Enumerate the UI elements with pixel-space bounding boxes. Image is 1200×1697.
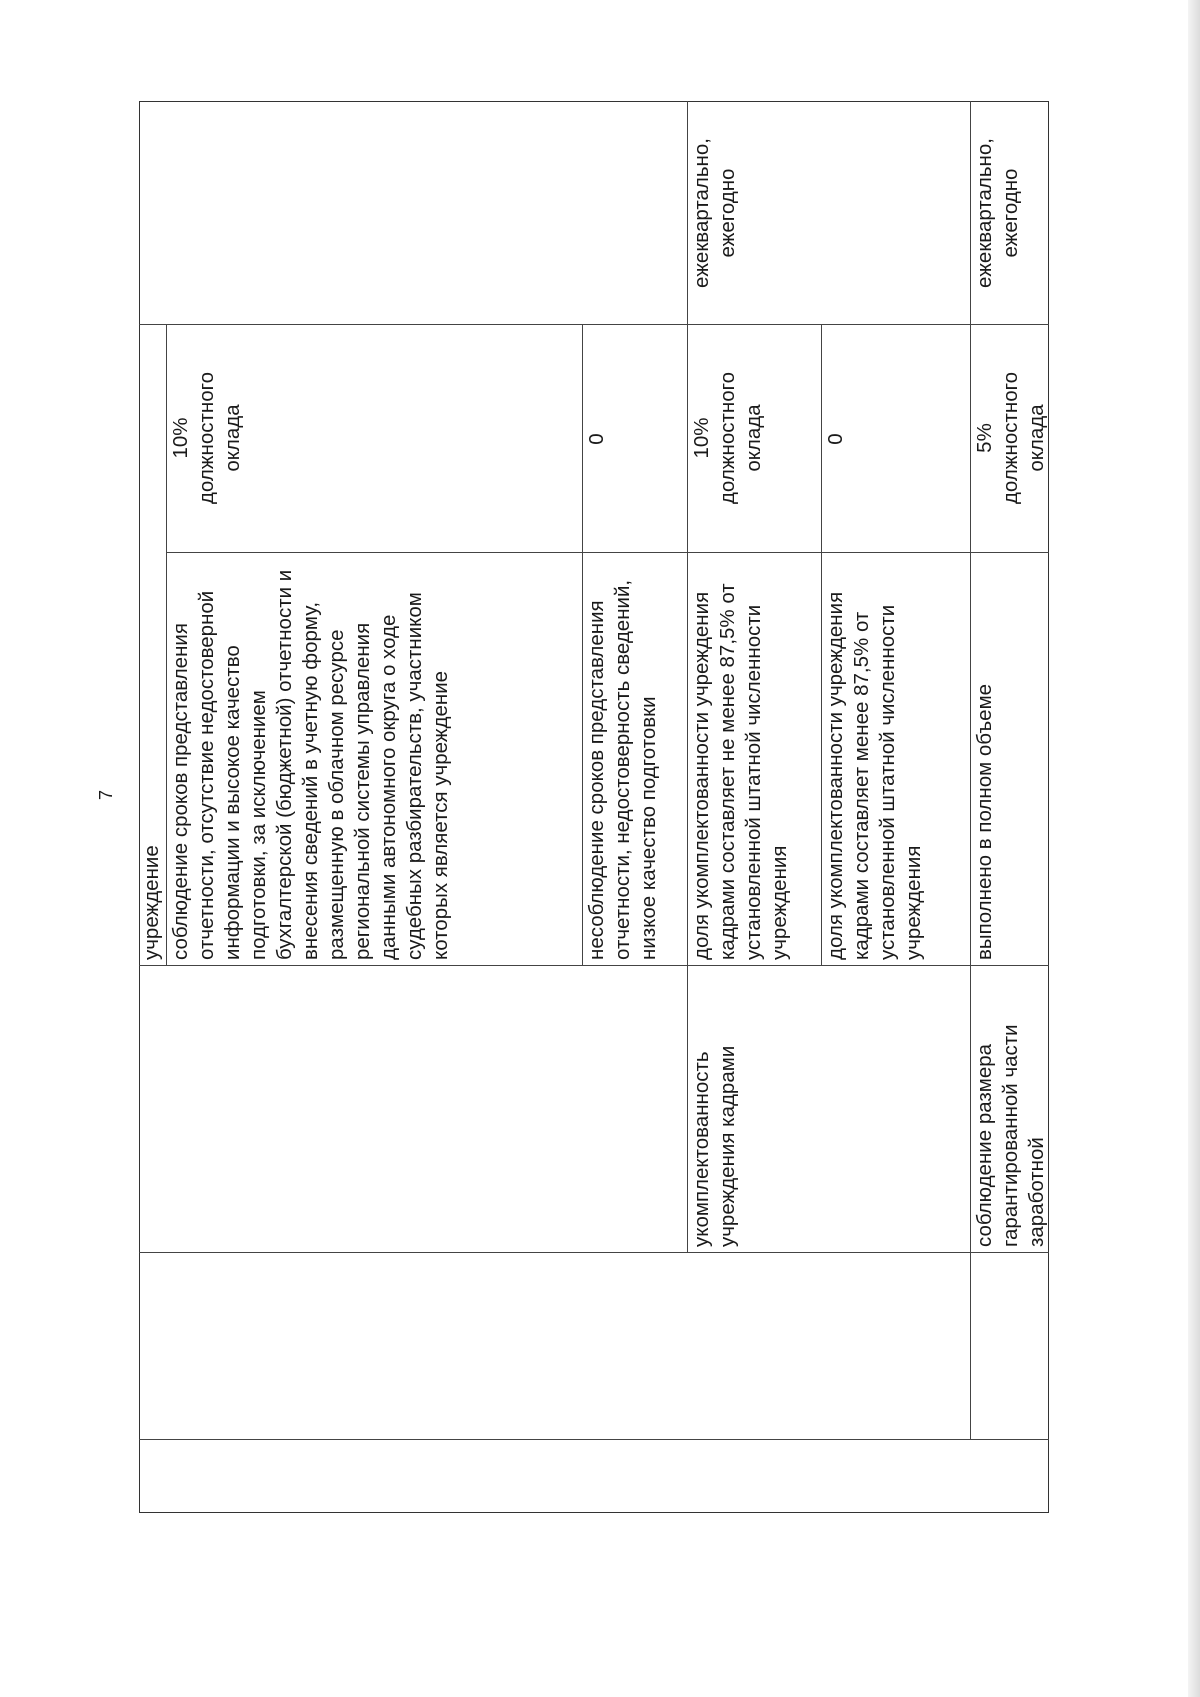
criterion-continuation: учреждение (140, 845, 163, 960)
staffing-amount-good: 10% должностного оклада (690, 371, 765, 505)
salary-amount: 5% должностного оклада (973, 371, 1048, 505)
reporting-amount-bad: 0 (585, 433, 608, 445)
col-divider (139, 1252, 1049, 1253)
scan-edge (1188, 0, 1200, 1697)
staffing-amount-bad: 0 (824, 433, 847, 445)
reporting-condition-bad: несоблюдение сроков представления отчетности, недостоверность сведений, низкое качество подготовки (585, 579, 660, 960)
staffing-condition-good: доля укомплектованности учреждения кадрами составляет не менее 87,5% от установленной штатной численности учреждения (690, 583, 791, 960)
staffing-indicator: укомплектованность учреждения кадрами (690, 1045, 739, 1247)
page-number: 7 (96, 789, 116, 800)
salary-condition: выполнено в полном объеме (973, 683, 996, 960)
criteria-table (139, 101, 1049, 1513)
row-divider (970, 101, 971, 1440)
staffing-periodicity: ежеквартально, ежегодно (690, 138, 739, 288)
staffing-condition-bad: доля укомплектованности учреждения кадрами составляет менее 87,5% от установленной штатной численности учреждения (824, 591, 925, 960)
salary-periodicity: ежеквартально, ежегодно (973, 138, 1022, 288)
row-divider (582, 325, 583, 966)
row-divider (821, 325, 822, 966)
salary-indicator: соблюдение размера гарантированной части заработной (973, 1024, 1048, 1247)
reporting-amount-good: 10% должностного оклада (169, 371, 244, 505)
row-divider (166, 325, 167, 966)
col-divider (139, 1439, 1049, 1440)
reporting-condition-good: соблюдение сроков представления отчетности, отсутствие недостоверной информации и высокое качество подготовки, за исключением бухгалтерской (бюджетной) отчетности и внесения сведений в учетную форму, размещенную в облачном ресурсе региональной системы управления данными автономного округа о ходе судебных разбирательств, участником которых является учреждение (169, 569, 452, 960)
row-divider (687, 101, 688, 1253)
